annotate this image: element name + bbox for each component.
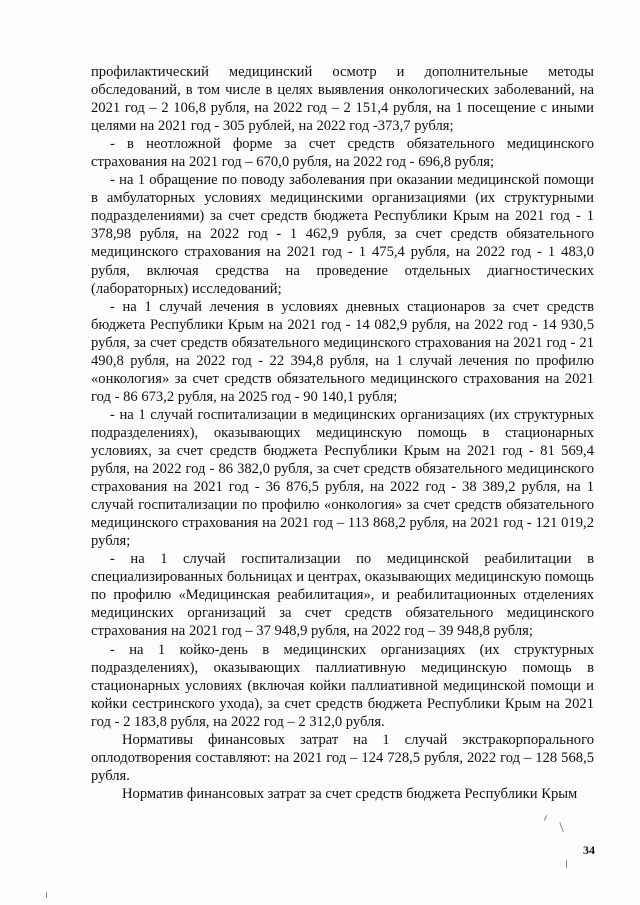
paragraph-hospitalization: - на 1 случай госпитализации в медицинских организациях (их структурных подразделениях), оказывающих медицинскую помощь в стационарных условиях, за счет средств бюджета Республики Крым на 2021 год - 81 569,4 рубля, на 2022 год - 86 382,0 рубля, за счет средств обязательного медицинского страхования на 2021 год - 36 876,5 рубля, на 2022 год - 38 389,2 рубля, на 1 случай госпитализации по профилю «онкология» за счет средств обязательного медицинского страхования на 2021 год – 113 868,2 рубля, на 2021 год - 121 019,2 рубля;: [91, 406, 594, 550]
scan-artifact: [46, 892, 47, 898]
document-body: [91, 63, 594, 803]
paragraph-outpatient: - на 1 обращение по поводу заболевания при оказании медицинской помощи в амбулаторных условиях медицинскими организациями (их структурными подразделениями) за счет средств бюджета Республики Крым на 2021 год - 1 378,98 рубля, на 2022 год - 1 462,9 рубля, за счет средств обязательного медицинского страхования на 2021 год - 1 475,4 рубля, на 2022 год - 1 483,0 рубля, включая средства на проведение отдельных диагностических (лабораторных) исследований;: [91, 172, 594, 297]
paragraph-rehabilitation: - на 1 случай госпитализации по медицинской реабилитации в специализированных больницах и центрах, оказывающих медицинскую помощь по профилю «Медицинская реабилитация», и реабилитационных отделениях медицинских организаций за счет средств обязательного медицинского страхования на 2021 год – 37 948,9 рубля, на 2022 год – 39 948,8 рубля;: [91, 551, 594, 640]
paragraph-budget-norm: Норматив финансовых затрат за счет средств бюджета Республики Крым: [122, 785, 578, 802]
paragraph-palliative: - на 1 койко-день в медицинских организациях (их структурных подразделениях), оказывающих паллиативную медицинскую помощь в стационарных условиях (включая койки паллиативной медицинской помощи и койки сестринского ухода), за счет средств бюджета Республики Крым на 2021 год - 2 183,8 рубля, на 2022 год – 2 312,0 рубля.: [91, 641, 594, 730]
paragraph-ivf: Нормативы финансовых затрат на 1 случай экстракорпорального оплодотворения составляют: на 2021 год – 124 728,5 рубля, 2022 год – 128 568,5 рубля.: [91, 731, 594, 784]
paragraph-emergency: - в неотложной форме за счет средств обязательного медицинского страхования на 2021 год – 670,0 рубля, на 2022 год - 696,8 рубля;: [91, 136, 594, 171]
paragraph-screening: профилактический медицинский осмотр и дополнительные методы обследований, в том числе в целях выявления онкологических заболеваний, на 2021 год – 2 106,8 рубля, на 2022 год – 2 151,4 рубля, на 1 посещение с иными целями на 2021 год - 305 рублей, на 2022 год -373,7 рубля;: [91, 64, 594, 135]
scan-artifact: [544, 815, 547, 821]
paragraph-day-hospital: - на 1 случай лечения в условиях дневных стационаров за счет средств бюджета Республики Крым на 2021 год - 14 082,9 рубля, на 2022 год - 14 930,5 рубля, за счет средств обязательного медицинского страхования на 2021 год - 21 490,8 рубля, на 2022 год - 22 394,8 рубля, на 1 случай лечения по профилю «онкология» за счет средств обязательного медицинского страхования на 2021 год - 86 673,2 рубля, на 2025 год - 90 140,1 рубля;: [91, 298, 594, 405]
page-number: 34: [583, 843, 595, 857]
scan-artifact: [566, 860, 567, 868]
scan-artifact: [559, 822, 563, 832]
